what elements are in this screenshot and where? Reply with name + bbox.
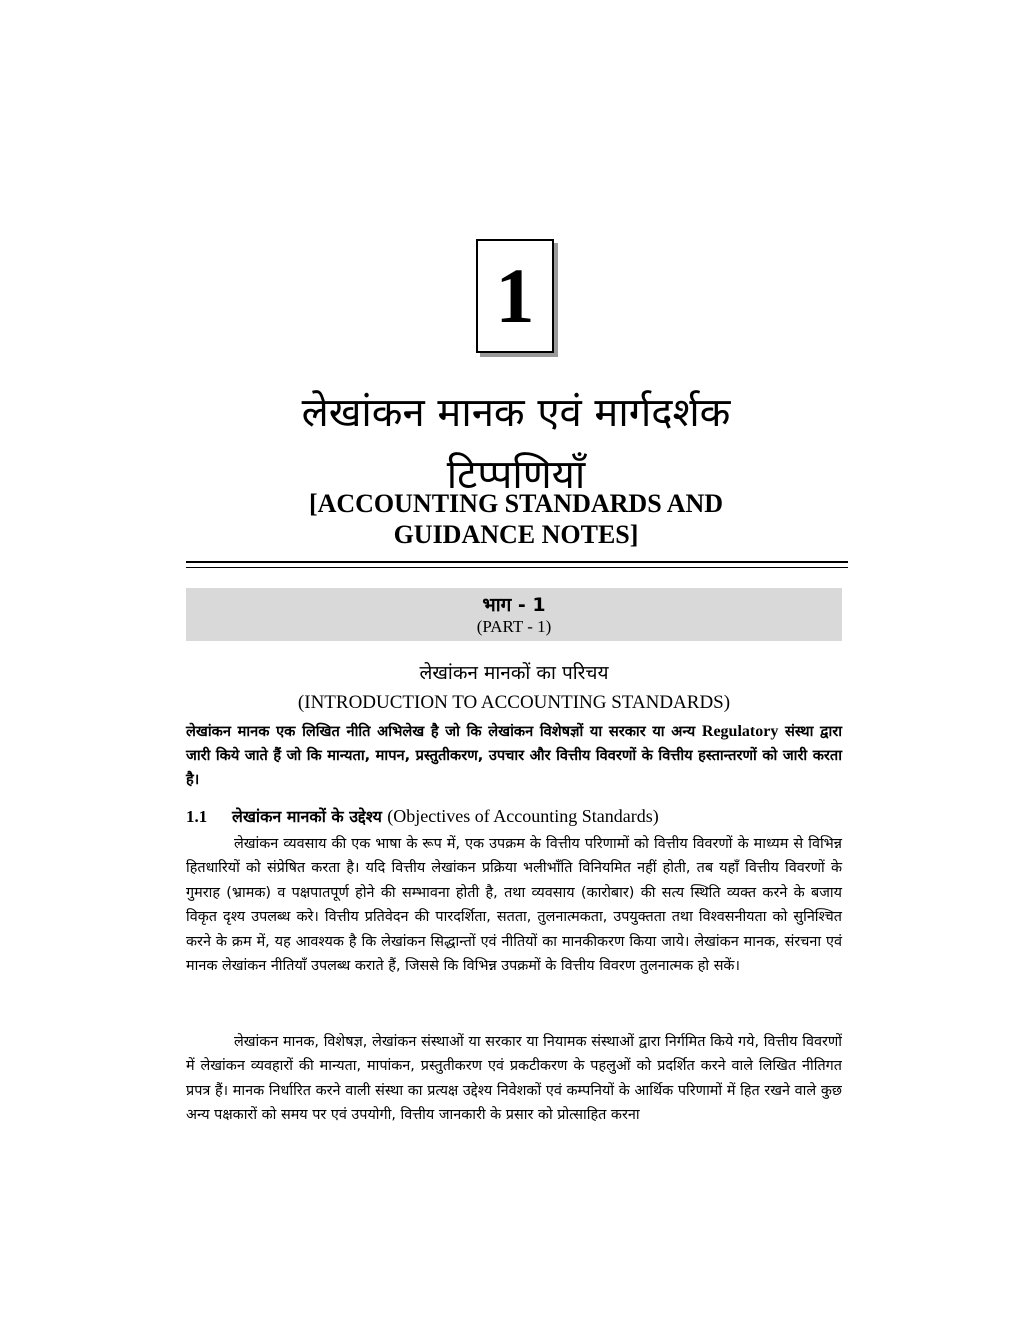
intro-heading-english: (INTRODUCTION TO ACCOUNTING STANDARDS) xyxy=(297,692,731,713)
section-heading-hindi: लेखांकन मानकों के उद्देश्य xyxy=(232,807,382,826)
chapter-title-english-line1: [ACCOUNTING STANDARDS AND xyxy=(308,489,724,518)
chapter-number: 1 xyxy=(495,252,535,339)
definition-paragraph xyxy=(186,720,842,792)
chapter-title-english-line2: GUIDANCE NOTES] xyxy=(393,520,639,549)
title-divider-thick xyxy=(186,561,848,563)
section-heading-english: (Objectives of Accounting Standards) xyxy=(387,806,659,826)
chapter-title-english xyxy=(186,488,846,550)
part-heading-english: (PART - 1) xyxy=(476,617,552,636)
definition-text-part1: लेखांकन मानक एक लिखित नीति अभिलेख है जो कि लेखांकन विशेषज्ञों या सरकार या अन्य xyxy=(186,723,696,740)
definition-text-part2: संस्था द्वारा जारी किये जाते हैं जो कि मान्यता, मापन, प्रस्तुतीकरण, उपचार और वित्तीय विवरणों के वित्तीय हस्तान्तरणों को जारी करता है। xyxy=(186,723,842,788)
intro-heading-hindi: लेखांकन मानकों का परिचय xyxy=(419,662,609,684)
definition-english-word: Regulatory xyxy=(701,723,779,740)
section-number: 1.1 xyxy=(186,807,208,826)
part-heading-hindi: भाग - 1 xyxy=(482,594,546,616)
body-paragraph-1: लेखांकन व्यवसाय की एक भाषा के रूप में, एक उपक्रम के वित्तीय परिणामों को वित्तीय विवरणों के माध्यम से विभिन्न हितधारियों को संप्रेषित करता है। यदि वित्तीय लेखांकन प्रक्रिया भलीभाँति विनियमित नहीं होती, तब यहाँ वित्तीय विवरणों के गुमराह (भ्रामक) व पक्षपातपूर्ण होने की सम्भावना होती है, तथा व्यवसाय (कारोबार) की सत्य स्थिति व्यक्त करने के बजाय विकृत दृश्य उपलब्ध करे। वित्तीय प्रतिवेदन की पारदर्शिता, सतता, तुलनात्मकता, उपयुक्तता तथा विश्वसनीयता को सुनिश्चित करने के क्रम में, यह आवश्यक है कि लेखांकन सिद्धान्तों एवं नीतियों का मानकीकरण किया जाये। लेखांकन मानक, संरचना एवं मानक लेखांकन नीतियाँ उपलब्ध कराते हैं, जिससे कि विभिन्न उपक्रमों के वित्तीय विवरण तुलनात्मक हो सकें। xyxy=(186,836,842,975)
section-heading xyxy=(186,803,842,830)
part-heading-band xyxy=(186,588,842,641)
title-divider-thin xyxy=(186,567,848,568)
body-paragraph-2: लेखांकन मानक, विशेषज्ञ, लेखांकन संस्थाओं या सरकार या नियामक संस्थाओं द्वारा निर्गमित किये गये, वित्तीय विवरणों में लेखांकन व्यवहारों की मान्यता, मापांकन, प्रस्तुतीकरण एवं प्रकटीकरण के पहलुओं को प्रदर्शित करने वाले लिखित नीतिगत प्रपत्र हैं। मानक निर्धारित करने वाली संस्था का प्रत्यक्ष उद्देश्य निवेशकों एवं कम्पनियों के आर्थिक परिणामों में हित रखने वाले कुछ अन्य पक्षकारों को समय पर एवं उपयोगी, वित्तीय जानकारी के प्रसार को प्रोत्साहित करना xyxy=(186,1034,842,1124)
chapter-title-hindi-line1: लेखांकन मानक एवं मार्गदर्शक xyxy=(301,390,731,436)
chapter-number-box xyxy=(476,239,554,353)
chapter-title-hindi-line2: टिप्पणियाँ xyxy=(446,452,586,498)
